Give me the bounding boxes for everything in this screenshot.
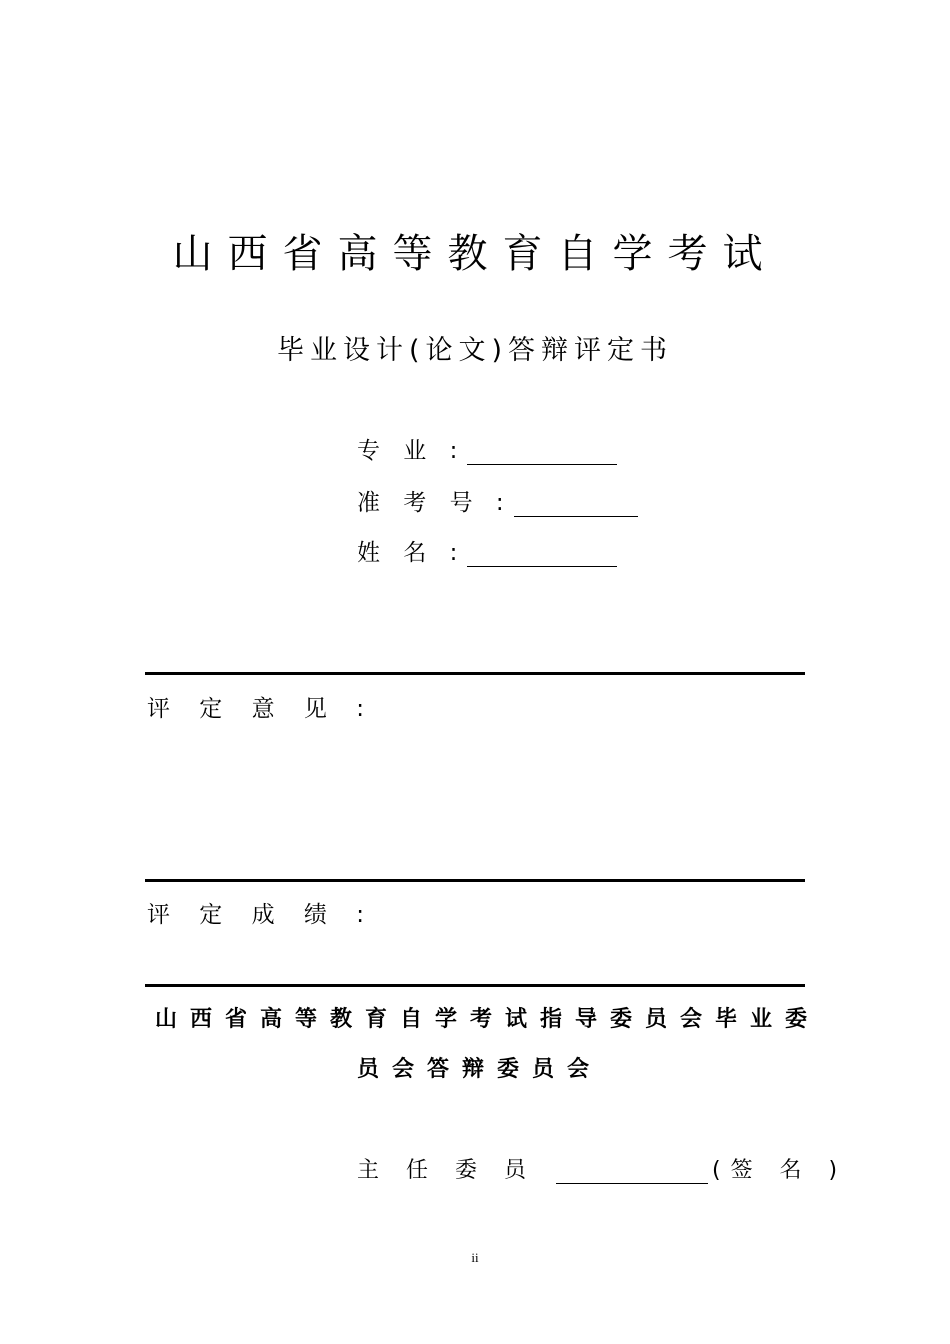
committee-name-line1: 山西省高等教育自学考试指导委员会毕业委 (155, 1007, 821, 1032)
exam-number-blank[interactable] (514, 494, 638, 517)
grade-label: 评 定 成 绩 : (147, 902, 375, 928)
signature-suffix: (签 名 ) (711, 1158, 848, 1183)
name-field (357, 534, 617, 567)
major-field (357, 432, 617, 465)
divider-middle (145, 879, 805, 882)
name-label: 姓 名 : (357, 540, 466, 566)
signature-row (357, 1153, 847, 1184)
committee-name-line2: 员会答辩委员会 (357, 1057, 603, 1082)
document-title: 山西省高等教育自学考试 (172, 231, 778, 277)
name-blank[interactable] (467, 544, 617, 567)
exam-number-label: 准 考 号 : (357, 490, 512, 516)
major-label: 专 业 : (357, 438, 466, 464)
signature-blank[interactable] (556, 1161, 708, 1184)
divider-bottom (145, 984, 805, 987)
chair-label: 主 任 委 员 (357, 1158, 536, 1183)
divider-top (145, 672, 805, 675)
opinion-label: 评 定 意 见 : (147, 696, 375, 722)
page-number: ii (471, 1250, 479, 1265)
exam-number-field (357, 484, 638, 517)
document-subtitle: 毕业设计(论文)答辩评定书 (276, 335, 674, 366)
major-blank[interactable] (467, 442, 617, 465)
